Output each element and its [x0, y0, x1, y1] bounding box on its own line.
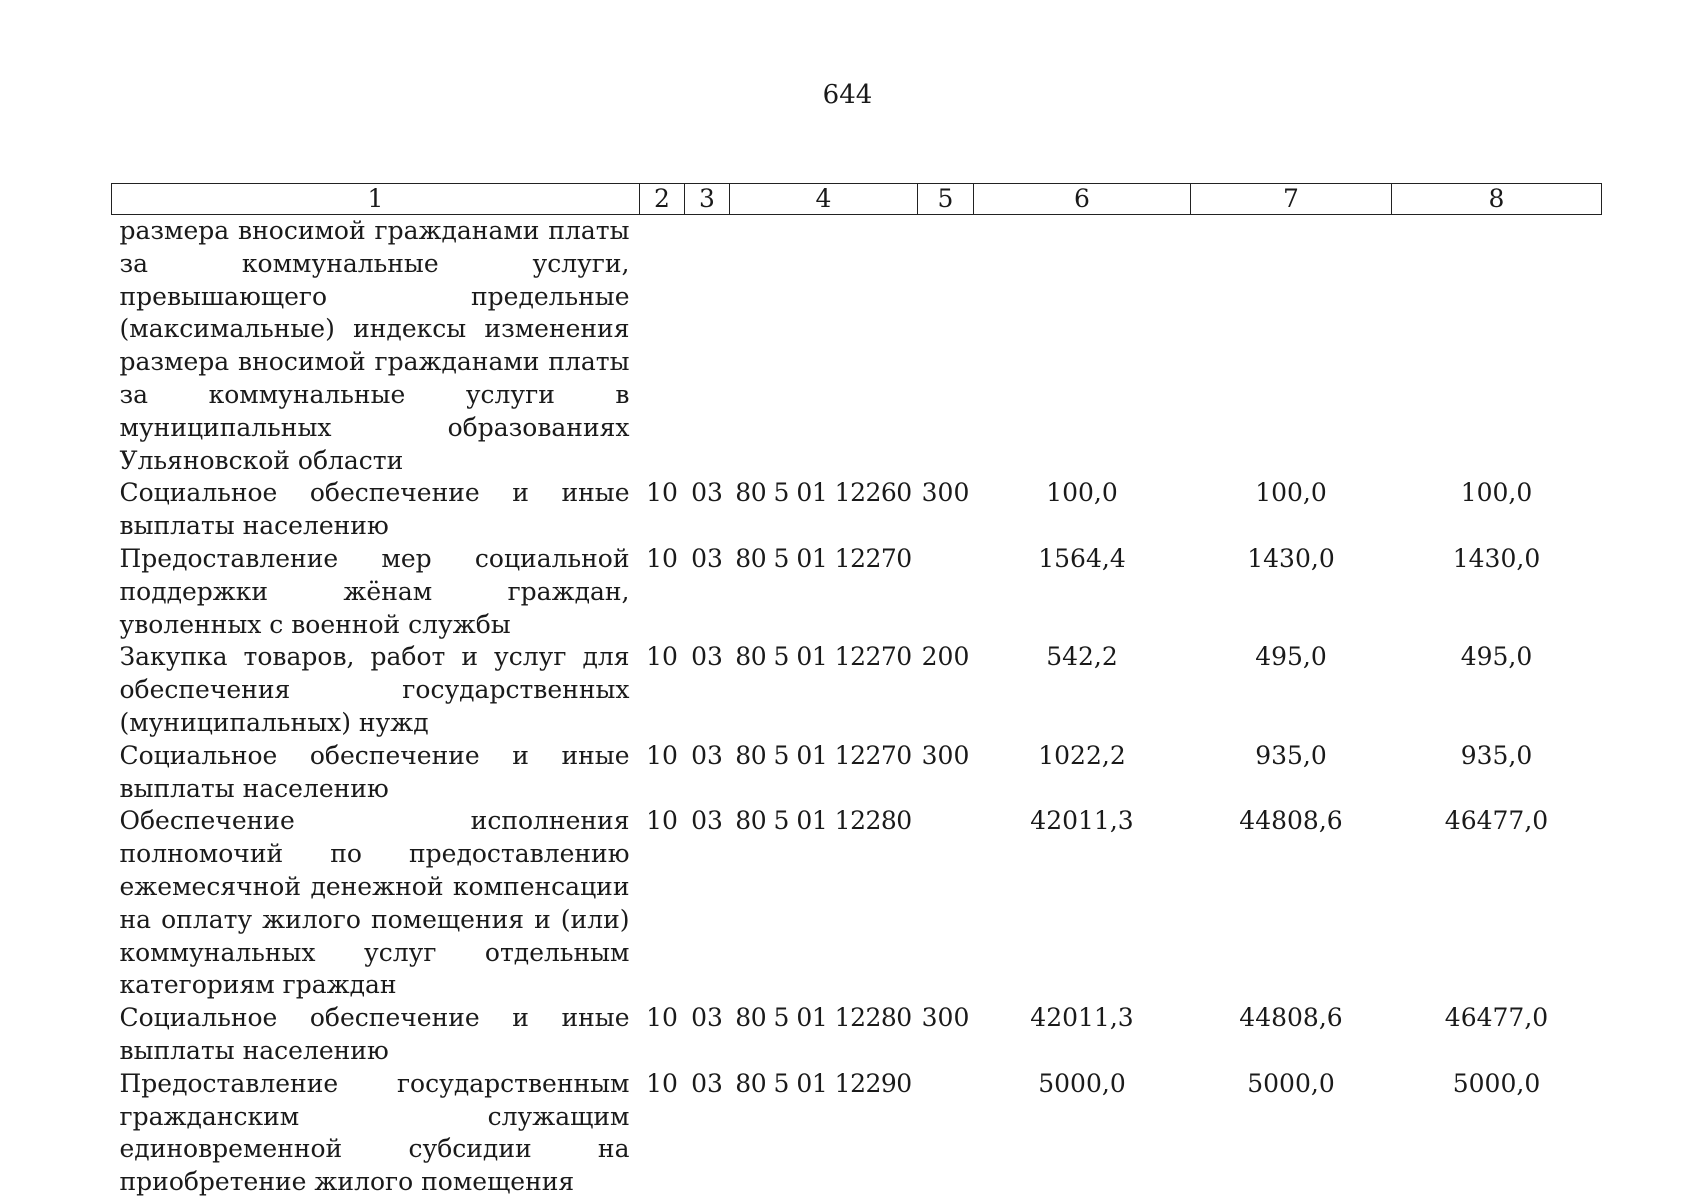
- header-col-7: 7: [1191, 184, 1392, 215]
- row-expense-type: 300: [921, 740, 970, 770]
- row-target-code: 80 5 01 12270: [735, 642, 912, 672]
- table-row: [112, 740, 1602, 806]
- row-amount-col8: 46477,0: [1444, 806, 1549, 836]
- row-expense-type: 300: [921, 1003, 970, 1033]
- row-target-code: 80 5 01 12280: [735, 806, 912, 836]
- row-description: Социальное обеспечение и иные выплаты населению: [119, 1003, 630, 1065]
- row-section: 10: [646, 1068, 678, 1098]
- row-amount-col8: 5000,0: [1452, 1068, 1541, 1098]
- table-header: [112, 184, 1602, 215]
- row-description: Закупка товаров, работ и услуг для обеспечения государственных (муниципальных) нужд: [119, 642, 630, 737]
- row-subsection: 03: [691, 1068, 723, 1098]
- row-description: Социальное обеспечение и иные выплаты населению: [119, 478, 630, 541]
- header-col-4: 4: [730, 184, 918, 215]
- row-subsection: 03: [691, 543, 723, 573]
- row-amount-col6: [974, 215, 1191, 478]
- row-section: 10: [646, 740, 678, 770]
- table-row: [112, 543, 1602, 641]
- page-number: 644: [822, 80, 873, 110]
- row-target-code: 80 5 01 12280: [735, 1003, 912, 1033]
- row-amount-col6: 42011,3: [1030, 1003, 1134, 1033]
- table-row: [112, 1002, 1602, 1068]
- budget-table: [111, 183, 1602, 1199]
- table-row: [112, 1068, 1602, 1199]
- row-amount-col7: [1191, 215, 1392, 478]
- header-col-8: 8: [1392, 184, 1602, 215]
- row-amount-col7: 935,0: [1255, 740, 1327, 770]
- row-amount-col8: 935,0: [1460, 740, 1533, 770]
- row-section: 10: [646, 806, 678, 836]
- row-subsection: 03: [691, 1003, 723, 1033]
- row-amount-col6: 542,2: [1046, 642, 1118, 672]
- row-subsection: 03: [691, 642, 723, 672]
- row-expense-type: [918, 543, 974, 641]
- row-description: размера вносимой гражданами платы за коммунальные услуги, превышающего предельные (максимальные) индексы изменения размера вносимой гражданами платы за коммунальные услуги в муниципальных образованиях Ульяновской области: [119, 216, 630, 475]
- row-amount-col6: 42011,3: [1030, 806, 1134, 836]
- row-subsection: [685, 215, 730, 478]
- row-section: [640, 215, 685, 478]
- row-target-code: [730, 215, 918, 478]
- row-expense-type: [918, 215, 974, 478]
- row-expense-type: 200: [921, 642, 970, 672]
- header-col-1: 1: [112, 184, 640, 215]
- row-expense-type: [918, 805, 974, 1002]
- row-description: Социальное обеспечение и иные выплаты населению: [119, 740, 630, 803]
- row-amount-col7: 1430,0: [1247, 543, 1335, 573]
- row-amount-col8: 100,0: [1460, 478, 1533, 508]
- row-description: Предоставление мер социальной поддержки жёнам граждан, уволенных с военной службы: [119, 543, 630, 639]
- row-target-code: 80 5 01 12290: [735, 1068, 912, 1098]
- header-col-5: 5: [918, 184, 974, 215]
- header-col-3: 3: [685, 184, 730, 215]
- row-subsection: 03: [691, 478, 723, 508]
- row-target-code: 80 5 01 12270: [735, 740, 912, 770]
- table-row: [112, 805, 1602, 1002]
- row-amount-col8: [1392, 215, 1602, 478]
- row-subsection: 03: [691, 806, 723, 836]
- table-body: [112, 215, 1602, 1199]
- row-expense-type: 300: [921, 478, 970, 508]
- row-section: 10: [646, 642, 678, 672]
- row-amount-col7: 495,0: [1255, 642, 1327, 672]
- row-amount-col7: 5000,0: [1247, 1068, 1335, 1098]
- row-amount-col7: 100,0: [1255, 478, 1327, 508]
- row-description: Обеспечение исполнения полномочий по предоставлению ежемесячной денежной компенсации на оплату жилого помещения и (или) коммунальных услуг отдельным категориям граждан: [119, 806, 630, 1000]
- row-amount-col7: 44808,6: [1239, 1003, 1343, 1033]
- row-amount-col6: 1564,4: [1038, 543, 1126, 573]
- row-amount-col6: 1022,2: [1038, 740, 1126, 770]
- row-section: 10: [646, 543, 678, 573]
- row-amount-col8: 495,0: [1460, 642, 1533, 672]
- table-row: [112, 641, 1602, 739]
- row-description: Предоставление государственным гражданским служащим единовременной субсидии на приобретение жилого помещения: [119, 1068, 630, 1197]
- header-col-2: 2: [640, 184, 685, 215]
- row-target-code: 80 5 01 12260: [735, 478, 912, 508]
- row-amount-col6: 5000,0: [1038, 1068, 1126, 1098]
- table-row: [112, 477, 1602, 543]
- table-row: [112, 215, 1602, 478]
- row-expense-type: [918, 1068, 974, 1199]
- header-row: [112, 184, 1602, 215]
- header-col-6: 6: [974, 184, 1191, 215]
- row-amount-col6: 100,0: [1046, 478, 1118, 508]
- row-amount-col7: 44808,6: [1239, 806, 1343, 836]
- row-subsection: 03: [691, 740, 723, 770]
- row-amount-col8: 46477,0: [1444, 1003, 1549, 1033]
- row-amount-col8: 1430,0: [1452, 543, 1541, 573]
- row-target-code: 80 5 01 12270: [735, 543, 912, 573]
- row-section: 10: [646, 1003, 678, 1033]
- row-section: 10: [646, 478, 678, 508]
